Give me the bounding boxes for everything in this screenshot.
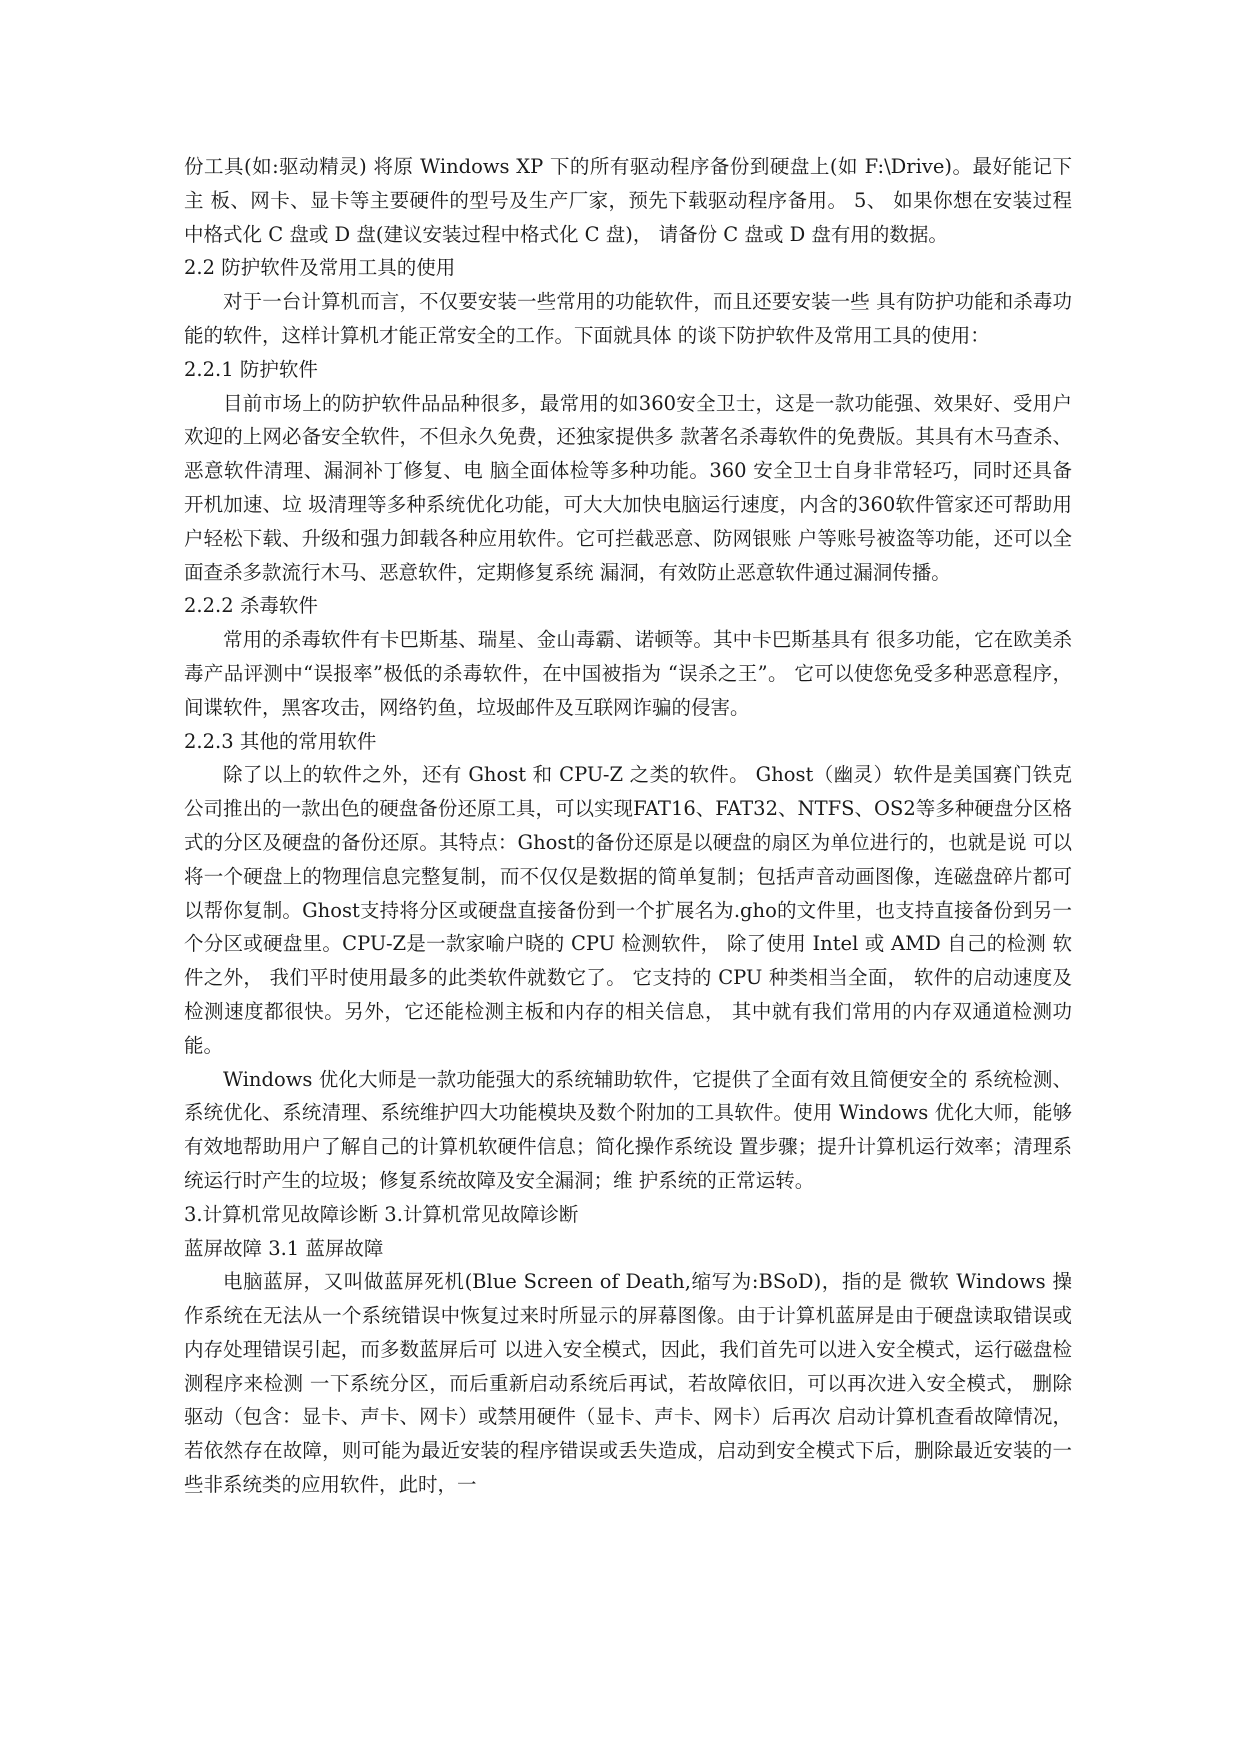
paragraph-backup-drivers: 份工具(如:驱动精灵) 将原 Windows XP 下的所有驱动程序备份到硬盘上(如 F:\Drive)。最好能记下主 板、网卡、显卡等主要硬件的型号及生产厂家，预先下载驱动程序备用。 5、 如果你想在安装过程中格式化 C 盘或 D 盘(建议安装过程中格式化 C 盘)， 请备份 C 盘或 D 盘有用的数据。 [184,155,1072,246]
section-heading-2-2: 2.2 防护软件及常用工具的使用 [184,256,456,280]
section-heading-2-2-1: 2.2.1 防护软件 [184,357,318,381]
paragraph-blue-screen: 电脑蓝屏，又叫做蓝屏死机(Blue Screen of Death,缩写为:BSoD)，指的是 微软 Windows 操作系统在无法从一个系统错误中恢复过来时所显示的屏幕图像。由于计算机蓝屏是由于硬盘读取错误或内存处理错误引起，而多数蓝屏后可 以进入安全模式，因此，我们首先可以进入安全模式，运行磁盘检测程序来检测 一下系统分区，而后重新启动系统后再试，若故障依旧，可以再次进入安全模式， 删除驱动（包含：显卡、声卡、网卡）或禁用硬件（显卡、声卡、网卡）后再次 启动计算机查看故障情况，若依然存在故障，则可能为最近安装的程序错误或丢失造成，启动到安全模式下后，删除最近安装的一些非系统类的应用软件，此时，一 [184,1270,1072,1497]
paragraph-antivirus: 常用的杀毒软件有卡巴斯基、瑞星、金山毒霸、诺顿等。其中卡巴斯基具有 很多功能，它在欧美杀毒产品评测中“误报率”极低的杀毒软件，在中国被指为 “误杀之王”。 它可以使您免受多种恶意程序，间谍软件，黑客攻击，网络钓鱼，垃圾邮件及互联网诈骗的侵害。 [184,628,1072,719]
paragraph-ghost-cpuz: 除了以上的软件之外，还有 Ghost 和 CPU-Z 之类的软件。 Ghost（幽灵）软件是美国赛门铁克公司推出的一款出色的硬盘备份还原工具，可以实现FAT16、FAT32、NTFS、OS2等多种硬盘分区格式的分区及硬盘的备份还原。其特点：Ghost的备份还原是以硬盘的扇区为单位进行的，也就是说 可以将一个硬盘上的物理信息完整复制，而不仅仅是数据的简单复制；包括声音动画图像，连磁盘碎片都可以帮你复制。Ghost支持将分区或硬盘直接备份到一个扩展名为.gho的文件里，也支持直接备份到另一个分区或硬盘里。CPU-Z是一款家喻户晓的 CPU 检测软件， 除了使用 Intel 或 AMD 自己的检测 软件之外， 我们平时使用最多的此类软件就数它了。 它支持的 CPU 种类相当全面， 软件的启动速度及检测速度都很快。另外，它还能检测主板和内存的相关信息， 其中就有我们常用的内存双通道检测功能。 [184,763,1072,1057]
section-heading-3: 3.计算机常见故障诊断 3.计算机常见故障诊断 [184,1202,579,1226]
paragraph-protection-intro: 对于一台计算机而言，不仅要安装一些常用的功能软件，而且还要安装一些 具有防护功能和杀毒功能的软件，这样计算机才能正常安全的工作。下面就具体 的谈下防护软件及常用工具的使用： [184,290,1072,347]
section-heading-3-1: 蓝屏故障 3.1 蓝屏故障 [184,1236,384,1260]
paragraph-windows-optimizer: Windows 优化大师是一款功能强大的系统辅助软件，它提供了全面有效且简便安全的 系统检测、系统优化、系统清理、系统维护四大功能模块及数个附加的工具软件。使用 Windows 优化大师，能够有效地帮助用户了解自己的计算机软硬件信息；简化操作系统设 置步骤；提升计算机运行效率；清理系统运行时产生的垃圾；修复系统故障及安全漏洞；维 护系统的正常运转。 [184,1067,1072,1192]
document-body [184,150,1072,1502]
section-heading-2-2-2: 2.2.2 杀毒软件 [184,594,318,618]
section-heading-2-2-3: 2.2.3 其他的常用软件 [184,729,377,753]
paragraph-360-security: 目前市场上的防护软件品品种很多，最常用的如360安全卫士，这是一款功能强、效果好、受用户欢迎的上网必备安全软件，不但永久免费，还独家提供多 款著名杀毒软件的免费版。其具有木马查杀、恶意软件清理、漏洞补丁修复、电 脑全面体检等多种功能。360 安全卫士自身非常轻巧，同时还具备开机加速、垃 圾清理等多种系统优化功能，可大大加快电脑运行速度，内含的360软件管家还可帮助用户轻松下载、升级和强力卸载各种应用软件。它可拦截恶意、防网银账 户等账号被盗等功能，还可以全面查杀多款流行木马、恶意软件，定期修复系统 漏洞，有效防止恶意软件通过漏洞传播。 [184,391,1072,584]
